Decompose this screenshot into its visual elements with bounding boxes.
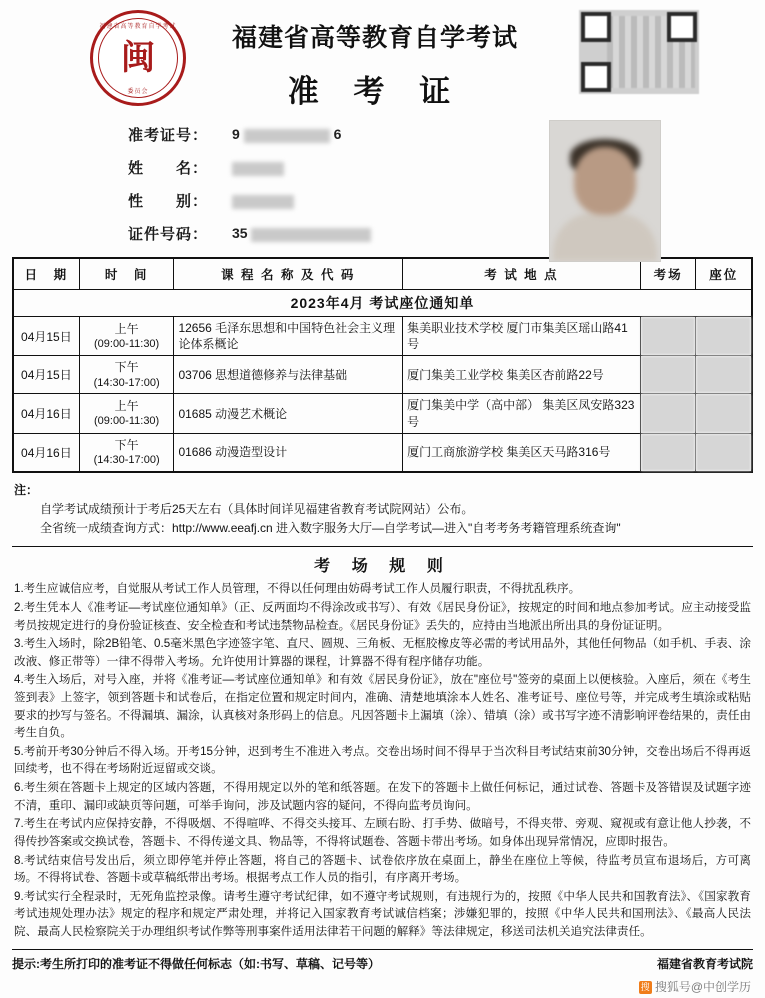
cell-course: 03706 思想道德修养与法律基础 (174, 356, 403, 394)
cell-room (640, 317, 696, 356)
official-seal-icon (90, 10, 186, 106)
field-value (232, 126, 341, 142)
cell-seat (696, 433, 752, 471)
field-value (232, 225, 371, 241)
table-body (14, 317, 752, 472)
column-header-seat: 座位 (696, 259, 752, 290)
document-header (0, 0, 765, 118)
rule-item: 3.考生入场时，除2B铅笔、0.5毫米黑色字迹签字笔、直尺、圆规、三角板、无框胶橡皮等必需的考试用品外，其他任何物品（如手机、手表、涂改液、修正带等）一律不得带入考场。允许使用计算器的课程，计算器不得有程序储存功能。 (14, 637, 751, 668)
field-name (128, 151, 765, 184)
field-label: 姓 名： (128, 159, 209, 177)
title-block (200, 18, 550, 111)
cell-place: 厦门工商旅游学校 集美区天马路316号 (403, 433, 641, 471)
cell-date: 04月16日 (14, 433, 80, 471)
time-period: 下午 (114, 437, 139, 452)
field-admission-number (128, 118, 765, 151)
redacted-block (244, 129, 330, 143)
cell-time (79, 433, 174, 471)
field-value (232, 192, 294, 208)
id-number-prefix: 35 (232, 225, 248, 242)
watermark (0, 978, 751, 995)
column-header-date: 日 期 (14, 259, 80, 290)
seal-inner-ring (98, 18, 178, 98)
field-value (232, 159, 284, 175)
time-period: 下午 (114, 360, 139, 375)
rule-item: 4.考生入场后，对号入座，并将《准考证—考试座位通知单》和有效《居民身份证》，放在"座位号"签旁的桌面上以便核验。入座后，须在《考生签到表》上签字，领到答题卡和试卷后，在指定位置和规定时间内，准确、清楚地填涂本人姓名、准考证号、座位号等，并完成考生填涂或粘贴要求的抄写与签名。不得漏填、漏涂，认真核对条形码上的信息。凡因答题卡上漏填（涂）、错填（涂）或书写字迹不清影响评卷结果的，责任由考生自负。 (14, 673, 751, 740)
document-footer (12, 949, 753, 972)
time-range: (09:00-11:30) (93, 337, 160, 350)
cell-time (79, 356, 174, 394)
exam-schedule-table-wrapper (12, 257, 753, 473)
section-divider (12, 546, 753, 547)
cell-place: 厦门集美工业学校 集美区杏前路22号 (403, 356, 641, 394)
rule-item: 2.考生凭本人《准考证—考试座位通知单》（正、反两面均不得涂改或书写）、有效《居民身份证》，按规定的时间和地点参加考试。应主动接受监考员按规定进行的身份验证核查、安全检查和考试违禁物品检查。《居民身份证》丢失的，应持由当地派出所出具的身份证证明。 (14, 600, 751, 632)
rules-section (14, 580, 751, 940)
column-header-place: 考 试 地 点 (403, 259, 641, 290)
exam-schedule-table (13, 258, 752, 472)
field-label: 准考证号： (128, 126, 209, 144)
seal-bottom-text: 委员会 (127, 89, 149, 95)
photo-body (553, 213, 657, 261)
rule-item: 6.考生须在答题卡上规定的区域内答题，不得用规定以外的笔和纸答题。在发下的答题卡上做任何标记，通过试卷、答题卡及答错误及试题字迹不清，重印、漏印或缺页等问题，可举手询问，涉及试题内容的疑问，不得向监考员询问。 (14, 781, 751, 812)
table-header-row (14, 259, 752, 290)
cell-course: 01686 动漫造型设计 (174, 433, 403, 471)
field-id-number (128, 217, 765, 250)
table-title-row (14, 290, 752, 317)
cell-date: 04月16日 (14, 394, 80, 433)
cell-date: 04月15日 (14, 317, 80, 356)
column-header-time: 时 间 (79, 259, 174, 290)
field-gender (128, 184, 765, 217)
document-title: 准 考 证 (287, 74, 463, 110)
note-line-2: 全省统一成绩查询方式：http://www.eeafj.cn 进入数字服务大厅—自学考试—进入"自考考务考籍管理系统查询" (40, 521, 621, 536)
table-row (14, 356, 752, 394)
seal-top-text: 福建省高等教育自学考试 (99, 24, 177, 30)
cell-course: 12656 毛泽东思想和中国特色社会主义理论体系概论 (174, 317, 403, 356)
table-row (14, 433, 752, 471)
table-row (14, 317, 752, 356)
qr-finder-bottom-left (581, 62, 611, 92)
cell-time (79, 317, 174, 356)
rule-item: 7.考生在考试内应保持安静，不得吸烟、不得喧哗、不得交头接耳、左顾右盼、打手势、做暗号，不得夹带、旁观、窥视或有意让他人抄袭，不得传抄答案或交换试卷，答题卡、不得传递文具、物品等，不得将试题卷、答题卡带出考场。如身体出现异常情况，应即时报告。 (14, 817, 751, 848)
column-header-room: 考场 (640, 259, 696, 290)
cell-place: 厦门集美中学（高中部） 集美区凤安路323号 (403, 394, 641, 433)
watermark-text: 搜狐号@中创学历 (654, 979, 751, 994)
rule-item: 9.考试实行全程录时，无死角监控录像。请考生遵守考试纪律，如不遵守考试规则，有违规行为的，按照《中华人民共和国教育法》、《国家教育考试违规处理办法》规定的程序和规定严肃处理，并将记入国家教育考试诚信档案；涉嫌犯罪的，按照《中华人民共和国刑法》、《最高人民法院、最高人民检察院关于办理组织考试作弊等刑事案件适用法律若干问题的解释》等法律规定，移送司法机关追究法律责任。 (14, 889, 751, 938)
cell-seat (696, 317, 752, 356)
cell-room (640, 433, 696, 471)
admission-number-suffix: 6 (333, 126, 342, 143)
table-head (14, 259, 752, 290)
redacted-block (232, 195, 294, 209)
candidate-photo (549, 120, 661, 262)
field-label: 性 别： (128, 192, 209, 210)
table-title: 2023年4月 考试座位通知单 (14, 290, 752, 317)
seal-center-character: 闽 (121, 38, 155, 78)
qr-code-icon (579, 10, 699, 94)
time-range: (09:00-11:30) (93, 415, 160, 428)
cell-place: 集美职业技术学校 厦门市集美区瑶山路41号 (403, 317, 641, 356)
qr-finder-top-left (581, 12, 611, 42)
cell-seat (696, 394, 752, 433)
rules-title: 考 场 规 则 (314, 556, 451, 576)
rule-item: 8.考试结束信号发出后，须立即停笔并停止答题，将自己的答题卡、试卷依序放在桌面上，静坐在座位上等候，待监考员宣布退场后，方可离场。不得将试卷、答题卡或草稿纸带出考场。根据考点工作人员的指引，有序离开考场。 (14, 853, 751, 885)
note-section (14, 481, 751, 539)
time-period: 上午 (114, 399, 139, 414)
cell-time (79, 394, 174, 433)
redacted-block (232, 162, 284, 176)
admission-number-prefix: 9 (232, 126, 240, 143)
note-line-1: 自学考试成绩预计于考后25天左右（具体时间详见福建省教育考试院网站）公布。 (40, 502, 474, 516)
qr-finder-top-right (667, 12, 697, 42)
note-heading: 注： (14, 482, 39, 497)
rule-item: 1.考生应诚信应考，自觉服从考试工作人员管理，不得以任何理由妨碍考试工作人员履行职责，不得扰乱秩序。 (14, 582, 581, 596)
time-range: (14:30-17:00) (93, 453, 160, 466)
cell-room (640, 394, 696, 433)
time-range: (14:30-17:00) (93, 376, 160, 389)
cell-date: 04月15日 (14, 356, 80, 394)
photo-face (574, 147, 636, 215)
table-row (14, 394, 752, 433)
footer-issuer: 福建省教育考试院 (656, 956, 753, 971)
candidate-info (0, 118, 765, 253)
redacted-block (251, 228, 371, 242)
cell-seat (696, 356, 752, 394)
sohu-badge-icon: 搜 (640, 981, 650, 992)
column-header-course: 课 程 名 称 及 代 码 (174, 259, 403, 290)
time-period: 上午 (114, 321, 139, 336)
rule-item: 5.考前开考30分钟后不得入场。开考15分钟，迟到考生不准进入考点。交卷出场时间不得早于当次科目考试结束前30分钟，交卷出场后不得再返回续考，也不得在考场附近逗留或交谈。 (14, 744, 751, 776)
cell-course: 01685 动漫艺术概论 (174, 394, 403, 433)
footer-tip: 提示:考生所打印的准考证不得做任何标志（如:书写、草稿、记号等） (12, 956, 380, 971)
organization-title: 福建省高等教育自学考试 (231, 23, 518, 52)
cell-room (640, 356, 696, 394)
field-label: 证件号码： (128, 225, 209, 243)
